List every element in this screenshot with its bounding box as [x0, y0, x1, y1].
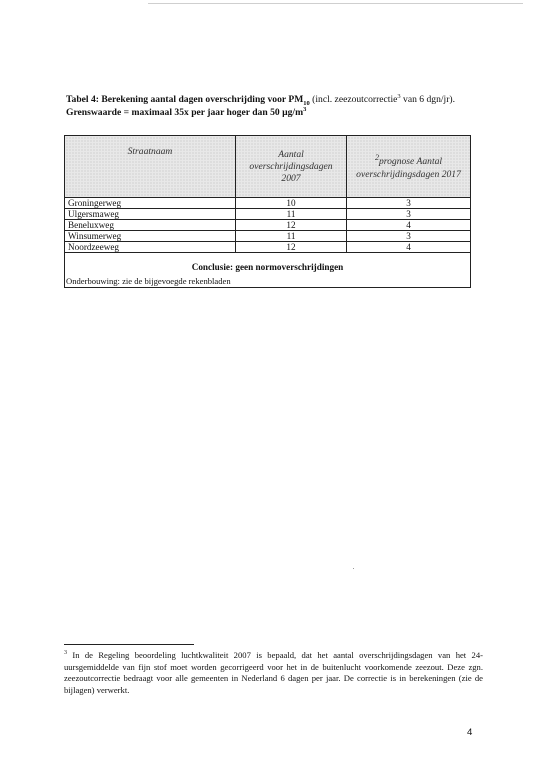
footnote-rule: [64, 644, 194, 645]
header-forecast-footnote: 2: [374, 153, 379, 163]
table-caption: [66, 93, 486, 119]
table-header-row: [65, 136, 471, 198]
table-row: [65, 198, 471, 209]
footnote: [64, 650, 483, 696]
cell-forecast-2017: 4: [347, 220, 471, 231]
caption-correction-value: van 6 dgn/jr).: [400, 94, 456, 105]
cell-street: Winsumerweg: [65, 231, 236, 242]
header-street: Straatnaam: [65, 136, 236, 198]
cell-days-2007: 11: [235, 231, 346, 242]
table-row: [65, 220, 471, 231]
cell-days-2007: 11: [235, 209, 346, 220]
cell-forecast-2017: 4: [347, 242, 471, 253]
caption-line-2: [66, 106, 486, 119]
cell-days-2007: 10: [235, 198, 346, 209]
cell-forecast-2017: 3: [347, 209, 471, 220]
table-row: [65, 231, 471, 242]
top-rule: [148, 3, 523, 4]
table-row: [65, 209, 471, 220]
cell-street: Beneluxweg: [65, 220, 236, 231]
caption-unit-exponent: 3: [303, 105, 307, 113]
cell-forecast-2017: 3: [347, 231, 471, 242]
cell-days-2007: 12: [235, 242, 346, 253]
caption-line-1: [66, 93, 486, 106]
footnote-marker: 3: [64, 650, 67, 657]
cell-forecast-2017: 3: [347, 198, 471, 209]
caption-correction-text: (incl. zeezoutcorrectie: [309, 94, 398, 105]
exceedance-table: [64, 135, 471, 288]
caption-title: Tabel 4: Berekening aantal dagen overschrijding voor PM: [66, 94, 304, 105]
header-days-2007: Aantal overschrijdingsdagen 2007: [235, 136, 346, 198]
header-forecast-2017: [347, 136, 471, 198]
caption-footnote-ref: 3: [397, 92, 401, 100]
conclusion-cell: Conclusie: geen normoverschrijdingen: [65, 253, 471, 288]
cell-street: Ulgersmaweg: [65, 209, 236, 220]
cell-street: Groningerweg: [65, 198, 236, 209]
scan-speck: [353, 568, 354, 569]
caption-limit: Grenswaarde = maximaal 35x per jaar hoger dan 50 µg/m: [66, 107, 304, 118]
cell-days-2007: 12: [235, 220, 346, 231]
table-row: [65, 242, 471, 253]
footnote-text: In de Regeling beoordeling luchtkwaliteit 2007 is bepaald, dat het aantal overschrijdingsdagen van het 24-uursgemiddelde van fijn stof moet worden gecorrigeerd voor het in de buitenlucht voorkomende zeezout. Deze zgn. zeezoutcorrectie bedraagt voor alle gemeenten in Nederland 6 dagen per jaar. De correctie is in berekeningen (zie de bijlagen) verwerkt.: [64, 650, 483, 695]
page-number: 4: [467, 727, 473, 738]
substantiation-note: Onderbouwing: zie de bijgevoegde rekenbladen: [66, 276, 231, 286]
cell-street: Noordzeeweg: [65, 242, 236, 253]
caption-subscript: 10: [303, 99, 310, 107]
header-forecast-label: prognose Aantal overschrijdingsdagen 2017: [356, 156, 461, 180]
